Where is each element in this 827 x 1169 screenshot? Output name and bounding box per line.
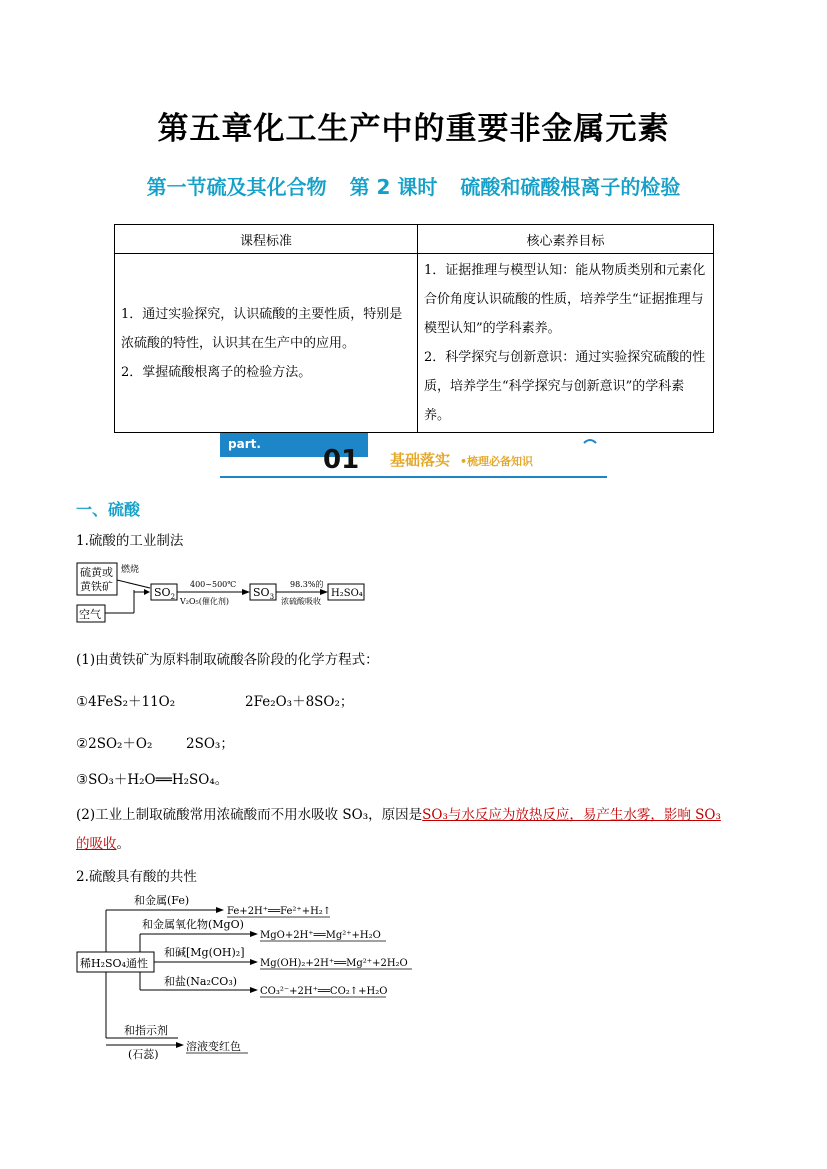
branch-salt-equation: CO₃²⁻+2H⁺══CO₂↑+H₂O — [260, 986, 388, 997]
branch-metal-label: 和金属(Fe) — [134, 894, 190, 907]
box-so3: $SO_3$ — [253, 586, 275, 601]
step-burn-label: 燃烧 — [121, 565, 140, 575]
equation-2-lhs: 2SO₂＋O₂ — [88, 736, 153, 752]
item-1-heading: 1.硫酸的工业制法 — [76, 533, 184, 549]
banner-sub-text: •梳理必备知识 — [460, 455, 534, 468]
absorb-bottom-label: 浓硫酸吸收 — [281, 597, 321, 606]
equation-3 — [76, 768, 228, 788]
equation-2-number: ② — [76, 736, 89, 752]
equation-2 — [76, 732, 152, 752]
equation-1 — [76, 690, 175, 710]
page-title: 第五章化工生产中的重要非金属元素 — [157, 111, 670, 147]
industrial-process-diagram — [76, 560, 366, 626]
branch-indicator-result: 溶液变红色 — [186, 1040, 241, 1053]
equation-1-lhs: 4FeS₂＋11O₂ — [88, 694, 176, 710]
header-curriculum-standard: 课程标准 — [115, 225, 418, 254]
objectives-table — [114, 224, 714, 433]
branch-oxide-label: 和金属氧化物(MgO) — [142, 918, 244, 931]
branch-metal-equation: Fe+2H⁺══Fe²⁺+H₂↑ — [227, 906, 332, 917]
subtitle-topic: 硫酸和硫酸根离子的检验 — [460, 175, 681, 199]
literacy-item-1: 1．证据推理与模型认知：能从物质类别和元素化合价角度认识硫酸的性质，培养学生“证据推理与模型认知”的学科素养。 — [424, 263, 706, 336]
standard-item-1: 1．通过实验探究，认识硫酸的主要性质，特别是浓硫酸的特性，认识其在生产中的应用。 — [121, 306, 403, 351]
banner-number: 01 — [323, 445, 360, 475]
question-2-text: (2)工业上制取硫酸常用浓硫酸而不用水吸收 SO₃，原因是 — [76, 807, 423, 823]
box-h2so4: H₂SO₄ — [331, 588, 363, 599]
core-literacy-cell — [418, 254, 714, 433]
branch-salt-label: 和盐(Na₂CO₃) — [164, 975, 238, 988]
question-2 — [76, 801, 756, 859]
acid-center-box: 稀H₂SO₄通性 — [80, 957, 148, 970]
equation-3-number: ③ — [76, 772, 89, 788]
subtitle-lesson: 第 2 课时 — [349, 175, 438, 199]
subtitle-section: 第一节硫及其化合物 — [146, 175, 327, 199]
absorb-top-label: 98.3%的 — [290, 580, 324, 589]
box-air: 空气 — [79, 608, 101, 621]
item-2-heading: 2.硫酸具有酸的共性 — [76, 869, 197, 885]
condition-temperature: 400~500℃ — [190, 580, 237, 589]
branch-indicator-label-2: (石蕊) — [128, 1048, 159, 1060]
question-1: (1)由黄铁矿为原料制取硫酸各阶段的化学方程式： — [76, 652, 379, 668]
banner-main-text: 基础落实 — [390, 451, 451, 469]
equation-1-number: ① — [76, 694, 89, 710]
question-2-answer-cont: 的吸收 — [76, 836, 117, 852]
part-01-banner — [220, 433, 607, 479]
question-2-answer: SO₃与水反应为放热反应，易产生水雾，影响 SO₃ — [422, 807, 721, 823]
literacy-item-2: 2．科学探究与创新意识：通过实验探究硫酸的性质，培养学生“科学探究与创新意识”的学科素养。 — [424, 350, 706, 423]
condition-catalyst: V₂O₅(催化剂) — [180, 597, 229, 606]
branch-oxide-equation: MgO+2H⁺══Mg²⁺+H₂O — [260, 930, 381, 941]
standard-item-2: 2．掌握硫酸根离子的检验方法。 — [121, 364, 312, 380]
branch-indicator-label: 和指示剂 — [124, 1024, 168, 1037]
curriculum-standard-cell — [115, 254, 418, 433]
box-sulfur-or-pyrite-2: 黄铁矿 — [80, 580, 113, 593]
section-heading: 一、硫酸 — [76, 500, 141, 519]
acid-properties-diagram — [76, 890, 416, 1060]
branch-base-equation: Mg(OH)₂+2H⁺══Mg²⁺+2H₂O — [260, 958, 408, 969]
lesson-subtitle — [0, 171, 827, 200]
branch-base-label: 和碱[Mg(OH)₂] — [164, 946, 245, 959]
equation-3-text: SO₃＋H₂O══H₂SO₄。 — [88, 772, 229, 788]
header-core-literacy: 核心素养目标 — [418, 225, 714, 254]
box-so2: $SO_2$ — [154, 586, 176, 601]
equation-2-rhs: 2SO₃； — [186, 736, 234, 752]
banner-part-label: part. — [228, 437, 261, 451]
box-sulfur-or-pyrite-1: 硫黄或 — [80, 566, 113, 579]
swirl-icon — [584, 440, 596, 443]
question-2-end: 。 — [116, 836, 130, 852]
equation-1-rhs: 2Fe₂O₃＋8SO₂； — [245, 694, 354, 710]
